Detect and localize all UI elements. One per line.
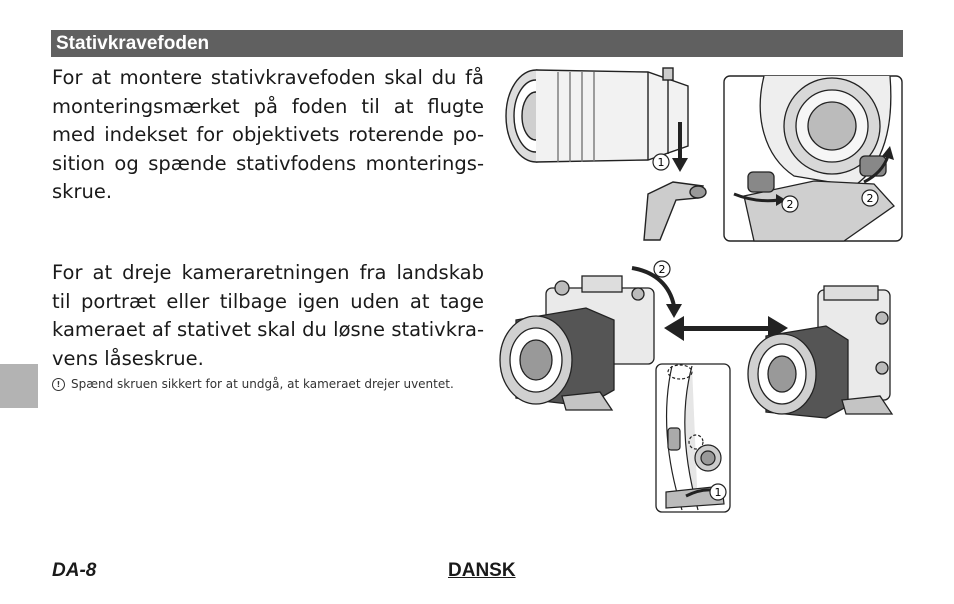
camera-rotation-illustration: [496, 260, 906, 515]
caution-note-text: Spænd skruen sikkert for at undgå, at kameraet drejer uventet.: [71, 377, 454, 391]
rotate-paragraph: For at dreje kameraretningen fra landskab til portræt eller tilbage igen uden at tage kameraet af stativet skal du løsne stativkravens låseskrue.: [52, 261, 484, 370]
mounting-paragraph: For at montere stativkravefoden skal du få monteringsmærket på foden til at flugte med indekset for objektivets roterende position og spænde stativfodens monteringsskrue.: [52, 66, 484, 203]
page-number: DA-8: [52, 560, 97, 581]
callout-two-label-right: 2: [866, 192, 874, 205]
section-side-tab: [0, 364, 38, 408]
caution-icon: !: [52, 378, 65, 391]
section-heading: Stativkravefoden: [51, 30, 903, 57]
caution-note: [52, 376, 492, 392]
mounting-screw-closeup-illustration: [724, 76, 902, 241]
callout-two-label-rotate: 2: [658, 263, 666, 276]
lens-foot-mount-illustration: [498, 64, 720, 244]
language-label: DANSK: [448, 560, 516, 581]
callout-one-label-lock: 1: [714, 486, 722, 499]
callout-two-label-left: 2: [786, 198, 794, 211]
callout-one-label: 1: [657, 156, 665, 169]
